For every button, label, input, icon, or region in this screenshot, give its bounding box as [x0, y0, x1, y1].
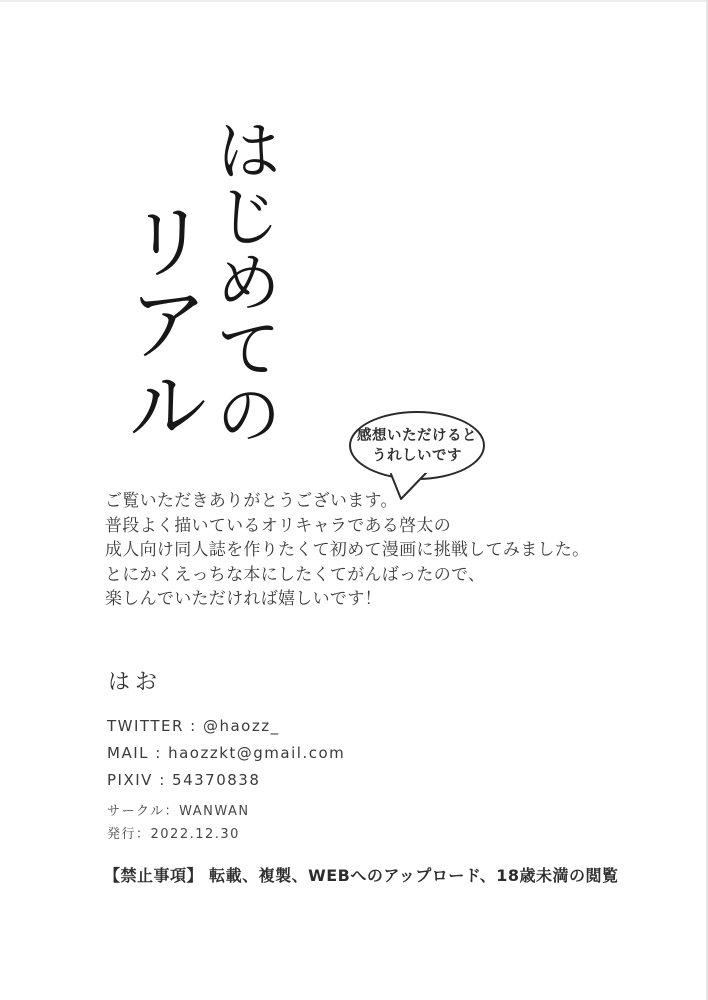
- title-vertical-second-column: リアル: [113, 199, 209, 445]
- speech-bubble-line-1: 感想いただけると: [357, 427, 477, 444]
- author-name: はお: [108, 670, 163, 695]
- prohibition-notice: 【禁止事項】 転載、複製、WEBへのアップロード、18歳未満の閲覧: [104, 866, 619, 885]
- circle-name: サークル：WANWAN: [107, 804, 250, 819]
- afterword-line: 成人向け同人誌を作りたくて初めて漫画に挑戦してみました。: [105, 540, 590, 560]
- afterword-paragraph: [105, 489, 589, 612]
- contact-twitter: TWITTER : @haozz_: [107, 717, 280, 735]
- contact-pixiv: PIXIV : 54370838: [107, 771, 261, 789]
- scan-edge-top: [0, 0, 708, 2]
- publication-info: [107, 800, 250, 846]
- speech-bubble-tail: [383, 473, 437, 501]
- contact-info: [107, 713, 345, 794]
- afterword-line: 楽しんでいただければ嬉しいです！: [105, 589, 382, 609]
- speech-bubble-line-2: うれしいです: [372, 447, 462, 464]
- contact-mail: MAIL : haozzkt@gmail.com: [107, 744, 346, 762]
- afterword-line: とにかくえっちな本にしたくてがんばったので、: [105, 564, 486, 585]
- speech-bubble: [349, 411, 485, 480]
- issue-date: 発行：2022.12.30: [107, 827, 240, 842]
- afterword-line: 普段よく描いているオリキャラである啓太の: [105, 515, 451, 536]
- title-vertical-first-column: はじめての: [204, 116, 282, 446]
- afterword-line: ご覧いただきありがとうございます。: [105, 491, 398, 511]
